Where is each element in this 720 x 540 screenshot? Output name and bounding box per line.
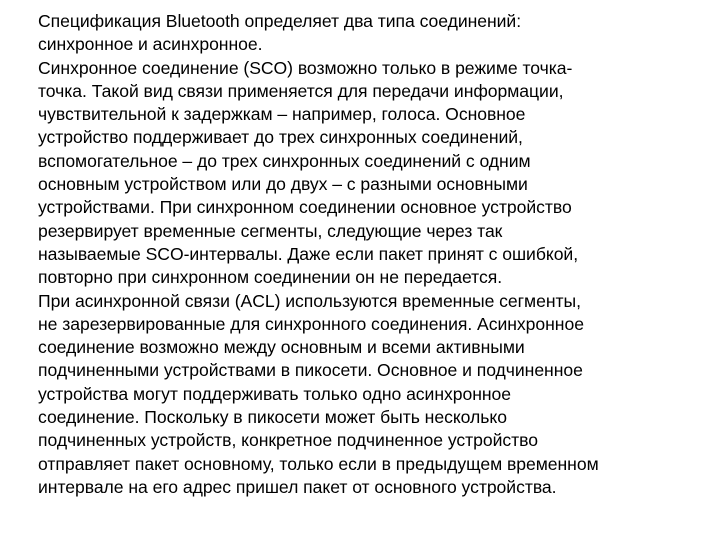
paragraph-sco: Синхронное соединение (SCO) возможно только в режиме точка- точка. Такой вид связи применяется для передачи информации, чувствительной к задержкам – например, голоса. Основное устройство поддерживает до трех синхронных соединений, вспомогательное – до трех синхронных соединений с одним основным устройством или до двух – с разными основными устройствами. При синхронном соединении основное устройство резервирует временные сегменты, следующие через так называемые SCO-интервалы. Даже если пакет принят с ошибкой, повторно при синхронном соединении он не передается.: [38, 57, 579, 288]
paragraph-intro: Спецификация Bluetooth определяет два типа соединений: синхронное и асинхронное.: [38, 11, 522, 55]
paragraph-acl: При асинхронной связи (ACL) используются временные сегменты, не зарезервированные для синхронного соединения. Асинхронное соединение возможно между основным и всеми активными подчиненными устройствами в пикосети. Основное и подчиненное устройства могут поддерживать только одно асинхронное соединение. Поскольку в пикосети может быть несколько подчиненных устройств, конкретное подчиненное устройство отправляет пакет основному, только если в предыдущем временном интервале на его адрес пришел пакет от основного устройства.: [38, 290, 599, 497]
